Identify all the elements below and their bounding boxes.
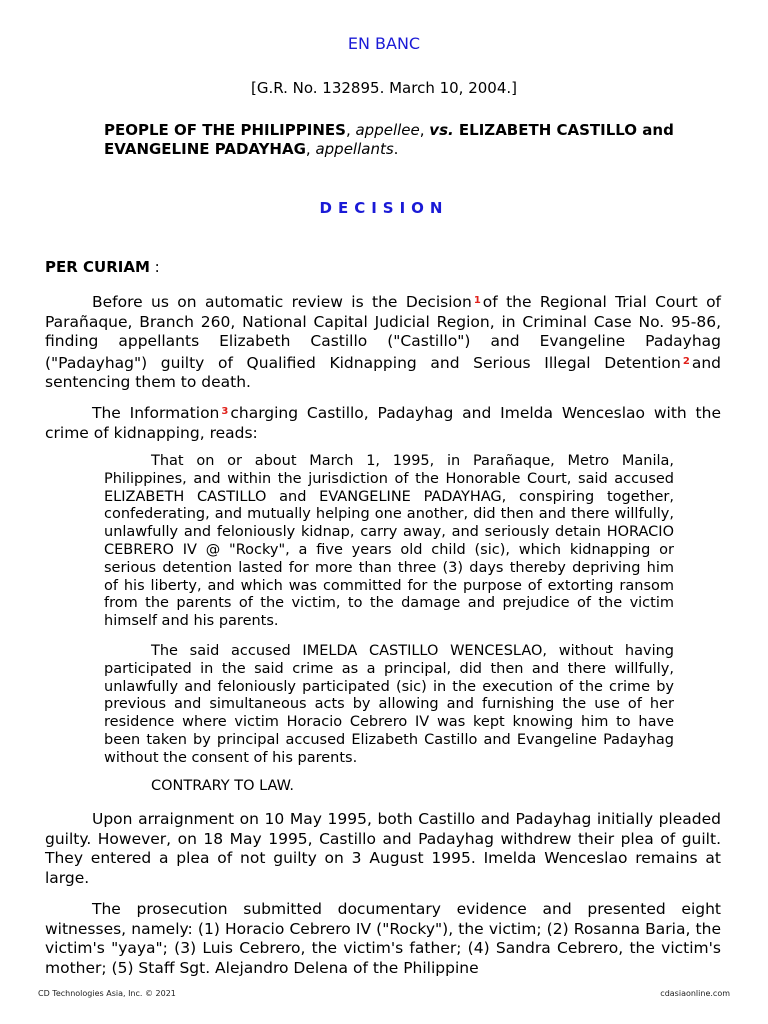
separator: ,: [345, 121, 356, 139]
quoted-information-2: [104, 643, 674, 768]
quote-paragraph: The said accused IMELDA CASTILLO WENCESLAO, without having participated in the said crime as a principal, did then and there willfully, unlawfully and feloniously participated (sic) in the execution of the crime by previous and simultaneous acts by allowing and furnishing the use of her residence where victim Horacio Cebrero IV was kept knowing him to have been taken by principal accused Elizabeth Castillo and Evangeline Padayhag without the consent of his parents.: [104, 643, 674, 766]
separator: ,: [305, 140, 316, 158]
per-curiam-label: PER CURIAM: [45, 258, 150, 276]
appellee-name: PEOPLE OF THE PHILIPPINES: [104, 121, 346, 139]
footer-site[interactable]: cdasiaonline.com: [660, 989, 730, 998]
footnote-link-3[interactable]: 3: [221, 406, 229, 417]
appellant-role: appellants: [315, 140, 394, 158]
paragraph-4: [45, 900, 721, 978]
paragraph-text: Before us on automatic review is the Decision: [92, 293, 472, 311]
separator: .: [393, 140, 399, 158]
paragraph-text: Upon arraignment on 10 May 1995, both Castillo and Padayhag initially pleaded guilty. However, on 18 May 1995, Castillo and Padayhag withdrew their plea of guilt. They entered a plea of not guilty on 3 August 1995. Imelda Wenceslao remains at large.: [45, 810, 721, 887]
division-heading: EN BANC: [347, 34, 421, 53]
paragraph-3: [45, 810, 721, 888]
case-parties: [104, 121, 724, 159]
per-curiam: [45, 258, 160, 276]
case-number: [G.R. No. 132895. March 10, 2004.]: [250, 79, 518, 97]
paragraph-1: [45, 291, 721, 393]
paragraph-text: of the Regional Trial Court of Parañaque, Branch 260, National Capital Judicial Region, in Criminal Case No. 95-86, finding appellants Elizabeth Castillo ("Castillo") and Evangeline Padayhag ("Padayhag") guilty of Qualified Kidnapping and Serious Illegal Detention: [45, 293, 722, 372]
per-curiam-colon: :: [149, 258, 160, 276]
quoted-information-1: [104, 453, 674, 631]
quote-paragraph: CONTRARY TO LAW.: [151, 778, 294, 794]
quote-paragraph: That on or about March 1, 1995, in Parañaque, Metro Manila, Philippines, and within the jurisdiction of the Honorable Court, said accused ELIZABETH CASTILLO and EVANGELINE PADAYHAG, conspiring together, confederating, and mutually helping one another, did then and there willfully, unlawfully and feloniously kidnap, carry away, and seriously detain HORACIO CEBRERO IV @ "Rocky", a five years old child (sic), which kidnapping or serious detention lasted for more than three (3) days thereby depriving him of his liberty, and which was committed for the purpose of extorting ransom from the parents of the victim, to the damage and prejudice of the victim himself and his parents.: [104, 453, 674, 630]
quoted-information-3: [104, 778, 674, 796]
appellant-names: ELIZABETH CASTILLO and EVANGELINE PADAYHAG: [104, 121, 674, 158]
footnote-link-1[interactable]: 1: [473, 295, 481, 306]
footer-copyright: CD Technologies Asia, Inc. © 2021: [38, 989, 176, 998]
appellee-role: appellee: [355, 121, 420, 139]
paragraph-text: The Information: [92, 404, 220, 422]
footnote-link-2[interactable]: 2: [682, 355, 690, 367]
paragraph-text: and sentencing them to death.: [45, 353, 721, 391]
paragraph-text: The prosecution submitted documentary evidence and presented eight witnesses, namely: (1) Horacio Cebrero IV ("Rocky"), the victim; (2) Rosanna Baria, the victim's "yaya"; (3) Luis Cebrero, the victim's father; (4) Sandra Cebrero, the victim's mother; (5) Staff Sgt. Alejandro Delena of the Philippine: [45, 900, 721, 977]
separator: ,: [419, 121, 430, 139]
decision-heading: DECISION: [319, 199, 449, 217]
versus: vs.: [429, 121, 454, 139]
paragraph-text: charging Castillo, Padayhag and Imelda Wenceslao with the crime of kidnapping, reads:: [45, 404, 721, 442]
paragraph-2: [45, 402, 721, 443]
